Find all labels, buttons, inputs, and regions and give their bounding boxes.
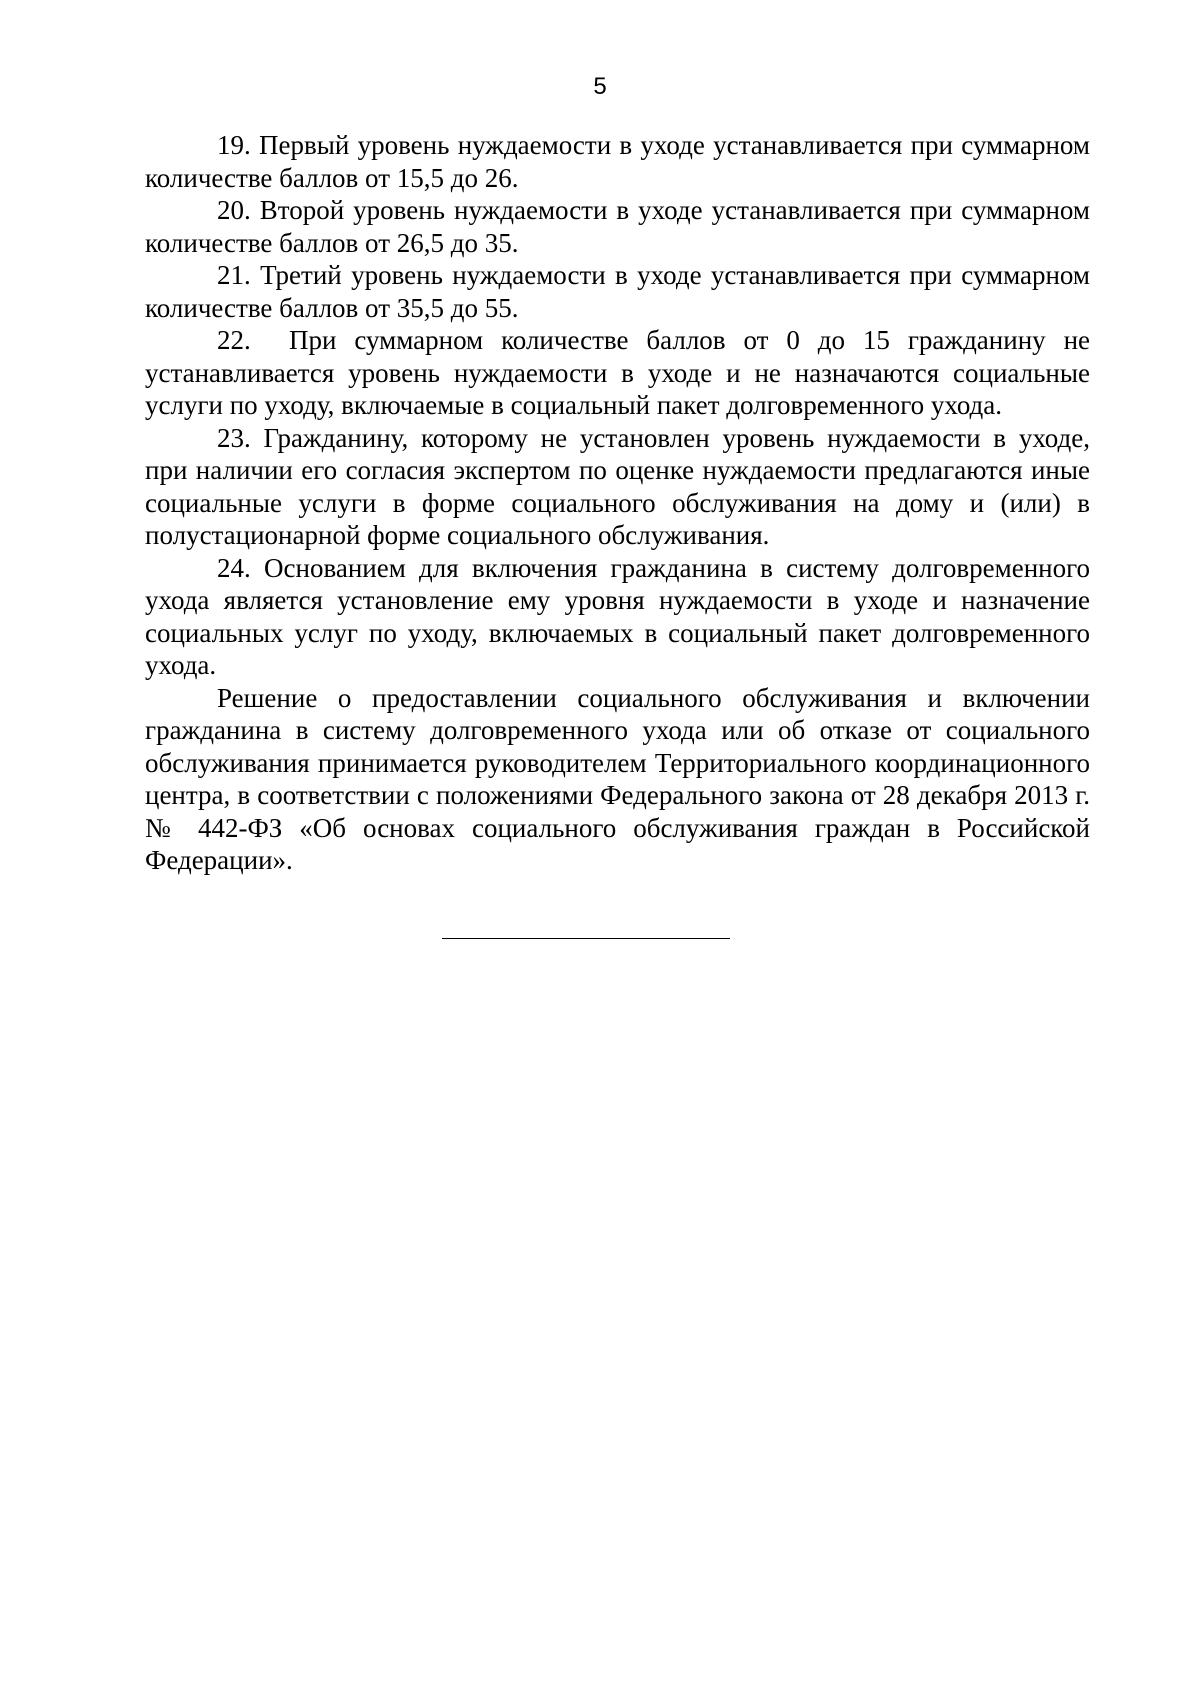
paragraph-number: 20. bbox=[217, 195, 251, 225]
paragraph-21 bbox=[145, 259, 1090, 324]
paragraph-text: Гражданину, которому не установлен уровень нуждаемости в уходе, при наличии его согласия экспертом по оценке нуждаемости предлагаются иные социальные услуги в форме социального обслуживания на дому и (или) в полустационарной форме социального обслуживания. bbox=[145, 422, 1091, 550]
end-separator-line bbox=[442, 938, 730, 939]
paragraph-19 bbox=[145, 129, 1090, 194]
paragraph-number: 19. bbox=[217, 130, 251, 160]
paragraph-number: 24. bbox=[217, 552, 251, 583]
paragraph-text: Решение о предоставлении социального обслуживания и включении гражданина в систему долговременного ухода или об отказе от социального обслуживания принимается руководителем Территориального координационного центра, в соответствии с положениями Федерального закона от 28 декабря 2013 г. № 442-ФЗ «Об основах социального обслуживания граждан в Российской Федерации». bbox=[145, 682, 1090, 875]
paragraph-24 bbox=[145, 552, 1090, 682]
paragraph-number: 21. bbox=[217, 260, 251, 290]
paragraph-text: Основанием для включения гражданина в систему долговременного ухода является установление ему уровня нуждаемости в уходе и назначение социальных услуг по уходу, включаемых в социальный пакет долговременного ухода. bbox=[145, 552, 1090, 680]
paragraph-decision bbox=[145, 682, 1090, 877]
paragraph-text: Третий уровень нуждаемости в уходе устанавливается при суммарном количестве баллов от 35,5 до 55. bbox=[145, 260, 1090, 323]
page-number: 5 bbox=[593, 73, 607, 100]
paragraph-number: 22. bbox=[217, 325, 251, 355]
paragraph-text: Первый уровень нуждаемости в уходе устанавливается при суммарном количестве баллов от 15,5 до 26. bbox=[145, 130, 1090, 193]
paragraph-22 bbox=[145, 324, 1090, 422]
paragraph-20 bbox=[145, 194, 1090, 259]
paragraph-23 bbox=[145, 422, 1090, 552]
paragraph-text: При суммарном количестве баллов от 0 до 15 гражданину не устанавливается уровень нуждаемости в уходе и не назначаются социальные услуги по уходу, включаемые в социальный пакет долговременного ухода. bbox=[145, 325, 1090, 420]
paragraph-number: 23. bbox=[217, 422, 251, 453]
paragraph-text: Второй уровень нуждаемости в уходе устанавливается при суммарном количестве баллов от 26,5 до 35. bbox=[145, 195, 1090, 258]
document-body bbox=[145, 129, 1090, 877]
